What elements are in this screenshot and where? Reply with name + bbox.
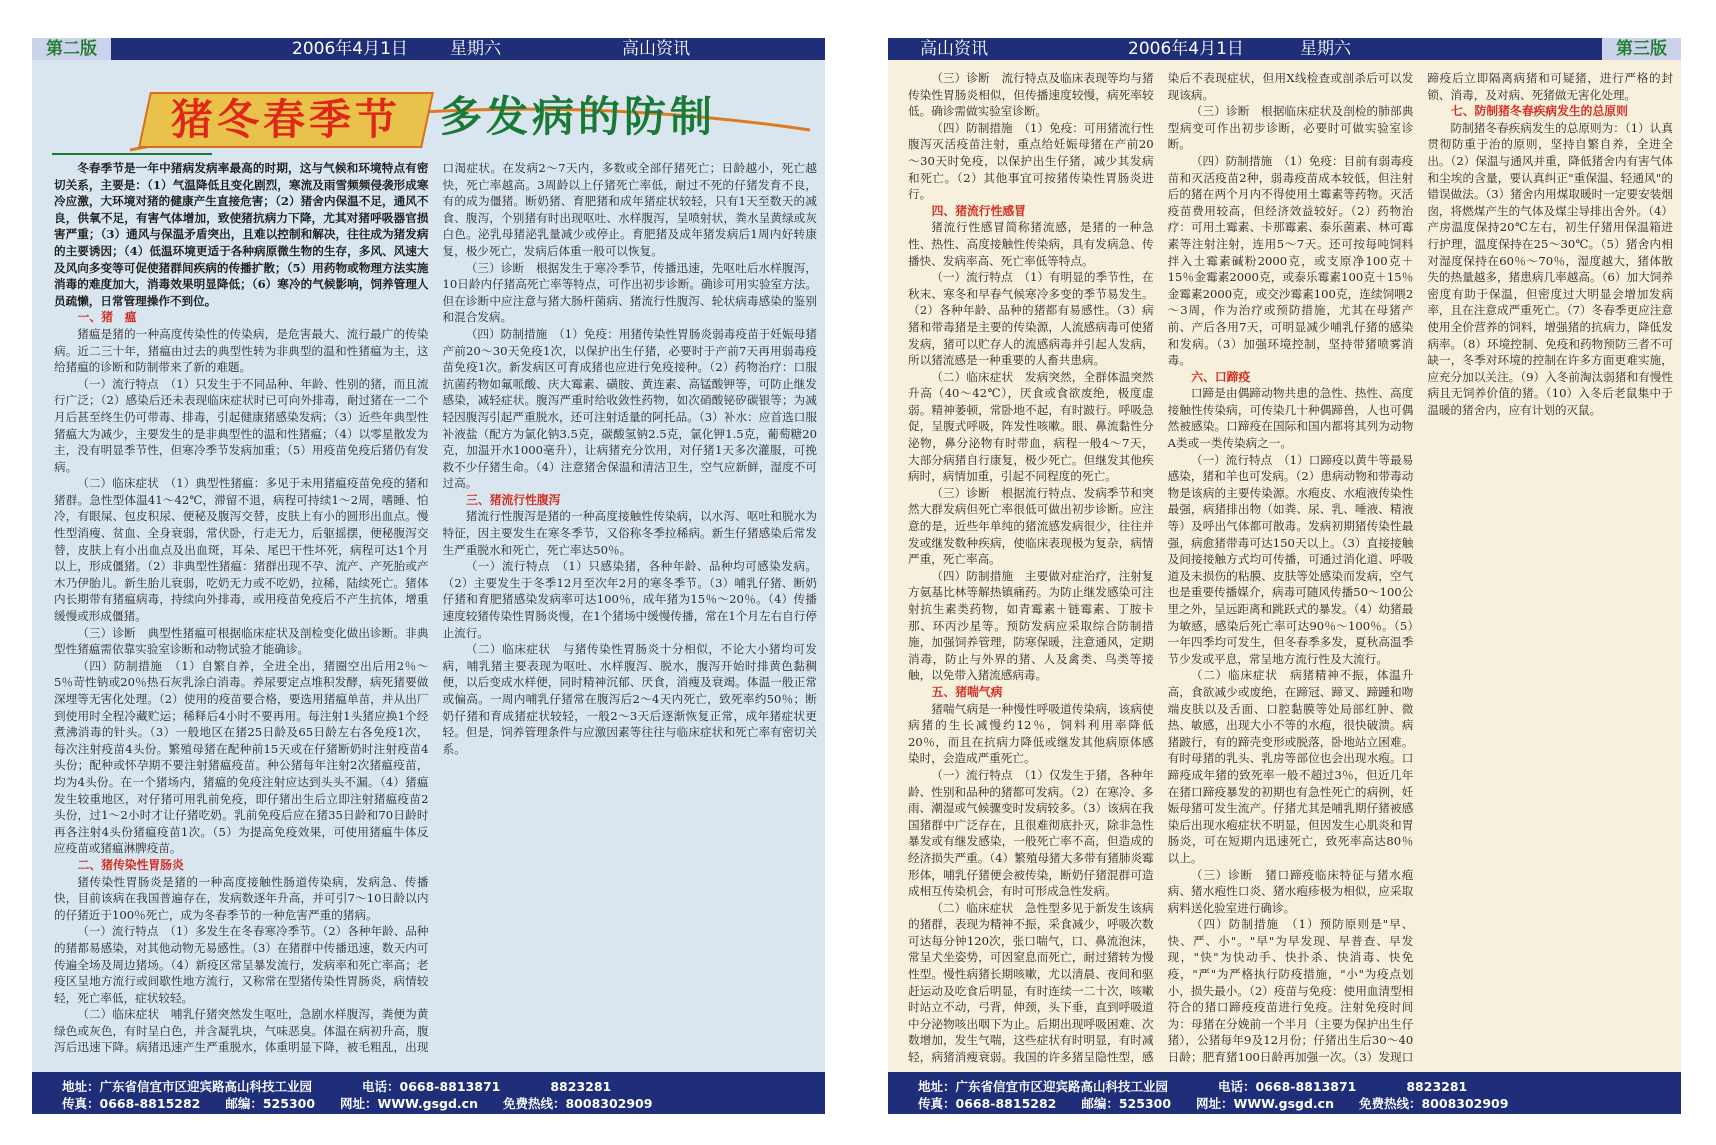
section-heading: 三、猪流行性腹泻 xyxy=(466,492,561,507)
body-paragraph: （三）诊断 典型性猪瘟可根据临床症状及剖检变化做出诊断。非典型性猪瘟需依靠实验室诊断和动物试验才能确诊。 xyxy=(54,625,429,657)
body-paragraph: （一）流行特点 （1）有明显的季节性，在秋末、寒冬和早春气候寒冷多变的季节易发生。（2）各种年龄、品种的猪都有易感性。（3）病猪和带毒猪是主要的传染源，人流感病毒可使猪发病，猪可以贮存人的流感病毒并引起人发病，所以猪流感是一种重要的人畜共患病。 xyxy=(908,270,1154,368)
body-paragraph: （二）临床症状 （1）典型性猪瘟：多见于未用猪瘟疫苗免疫的猪和猪群。急性型体温41～42℃，滞留不退，病程可持续1～2周，嗜睡、怕冷，有眼屎、包皮积尿、便秘及腹泻交替，皮肤上有小的圆形出血点。慢性型消瘦、贫血、全身衰弱，常伏卧，行走无力，后躯摇摆，便秘腹泻交替，皮肤上有小出血点及出血斑，耳朵、尾巴干性坏死，病程可达1个月以上，形成僵猪。（2）非典型性猪瘟：猪群出现不孕、流产、产死胎或产木乃伊胎儿。新生胎儿衰弱，吃奶无力或不吃奶，拉稀，陆续死亡。猪体内长期带有猪瘟病毒，持续向外排毒，或用疫苗免疫后不产生抗体，增重缓慢或形成僵猪。 xyxy=(54,476,429,624)
right-header-paper-name: 高山资讯 xyxy=(920,39,988,59)
right-header-date: 2006年4月1日 xyxy=(1128,39,1244,59)
body-paragraph: （一）流行特点 （1）只感染猪，各种年龄、品种均可感染发病。（2）主要发生于冬季12月至次年2月的寒冬季节。（3）哺乳仔猪、断奶仔猪和育肥猪感染发病率可达100％，成年猪为15％～20％。（4）传播速度较猪传染性胃肠炎慢，在1个猪场中缓慢传播，常在1个月左右自行停止流行。 xyxy=(442,559,817,640)
left-page xyxy=(32,38,825,1114)
left-section-label: 第二版 xyxy=(32,38,111,60)
right-header-bar xyxy=(888,38,1681,60)
section-heading: 七、防制猪冬春疾病发生的总原则 xyxy=(1450,104,1628,119)
body-paragraph: （一）流行特点 （1）多发生在冬春寒冷季节。（2）各种年龄、品种的猪都易感染，对其他动物无易感性。（3）在猪群中传播迅速，数天内可传遍全场及周边猪场。（4）新疫区常呈暴发流行，发病率和死亡率高；老疫区呈地方流行或间歇性地方流行，又称常在型猪传染性胃肠炎，病情较轻，死亡率低，症状较轻。 xyxy=(54,924,429,1005)
right-page xyxy=(888,38,1681,1114)
article-title xyxy=(110,90,810,156)
body-paragraph: 口蹄是由偶蹄动物共患的急性、热性、高度接触性传染病，可传染几十种偶蹄兽，人也可偶然被感染。口蹄疫在国际和国内都将其列为动物A类或一类传染病之一。 xyxy=(1167,386,1414,451)
left-footer-contact-line2: 传真：0668-8815282 邮编：525300 网址：WWW.gsgd.cn 免费热线：8008302909 xyxy=(62,1096,653,1111)
section-heading: 五、猪喘气病 xyxy=(931,684,1003,699)
left-footer-contact-line1: 地址：广东省信宜市区迎宾路高山科技工业园 电话：0668-8813871 8823281 xyxy=(62,1079,612,1094)
right-section-label: 第三版 xyxy=(1602,38,1681,60)
title-part2: 多发病的防制 xyxy=(440,92,717,141)
body-paragraph: （一）流行特点 （1）只发生于不同品种、年龄、性别的猪，而且流行广泛；（2）感染后还未表现临床症状时已可向外排毒，耐过猪在一二个月后甚至终生仍可带毒、排毒，引起健康猪感染发病；（3）近些年典型性猪瘟大为减少，主要发生的是非典型性的温和性猪瘟；（4）以零星散发为主，没有明显季节性，但寒冷季节发病加重；（5）用疫苗免疫后猪仍有发病。 xyxy=(54,376,429,474)
body-paragraph: 猪瘟是猪的一种高度传染性的传染病，是危害最大、流行最广的传染病。近二三十年，猪瘟由过去的典型性转为非典型的温和性猪瘟为主，这给猪瘟的诊断和防制带来了新的难题。 xyxy=(54,326,429,375)
body-paragraph: （三）诊断 猪口蹄疫临床特征与猪水疱病、猪水疱性口炎、猪水疱疹极为相似，应采取病料送化验室进行确诊。 xyxy=(1167,867,1414,915)
body-paragraph: 猪传染性胃肠炎是猪的一种高度接触性肠道传染病，发病急、传播快，目前该病在我国普遍存在，发病数逐年升高，并可引7～10日龄以内的仔猪近于100％死亡，成为冬春季节的一种危害严重的猪病。 xyxy=(54,874,429,922)
section-heading: 四、猪流行性感冒 xyxy=(931,203,1026,218)
left-header-paper-name: 高山资讯 xyxy=(622,39,690,59)
body-paragraph: （三）诊断 流行特点及临床表现等均与猪传染性胃肠炎相似，但传播速度较慢，病死率较低。确诊需做实验室诊断。 xyxy=(908,71,1154,119)
right-footer-contact-line2: 传真：0668-8815282 邮编：525300 网址：WWW.gsgd.cn 免费热线：8008302909 xyxy=(918,1096,1509,1111)
body-paragraph: （二）临床症状 发病突然，全群体温突然升高（40～42℃），厌食或食欲废绝，极度虚弱。精神萎顿，常卧地不起，有时跛行。呼吸急促，呈腹式呼吸，阵发性咳嗽。眼、鼻流黏性分泌物，鼻分泌物有时带血，病程一般4～7天，大部分病猪自行康复，极少死亡。但继发其他疾病时，病情加重，引起不同程度的死亡。 xyxy=(908,369,1154,484)
body-paragraph: （三）诊断 根据发生于寒冷季节，传播迅速，先呕吐后水样腹泻，10日龄内仔猪高死亡率等特点，可作出初步诊断。确诊可用实验室方法。但在诊断中应注意与猪大肠杆菌病、猪流行性腹泻、轮状病毒感染的鉴别和混合发病。 xyxy=(442,260,817,325)
body-paragraph: （四）防制措施 （1）免疫：用猪传染性胃肠炎弱毒疫苗于妊娠母猪产前20～30天免疫1次，以保护出生仔猪，必要时于产前7天再用弱毒疫苗免疫1次。新发病区可育成猪也应进行免疫接种。（2）药物治疗：口服抗菌药物如氟哌酸、庆大霉素、磺胺、黄连素、高锰酸钾等，可防止继发感染，减轻症状。腹泻严重时给收敛性药物，如次硝酸铋矽碳银等；为减轻因腹泻引起严重脱水，还可注射适量的阿托品。（3）补水：应首选口服补液盐（配方为氯化钠3.5克，碳酸氢钠2.5克，氯化钾1.5克，葡萄糖20克，加温开水1000毫升），让病猪充分饮用，对仔猪1天多次灌服，可挽救不少仔猪生命。（4）注意猪舍保温和清洁卫生，空气应新鲜，湿度不可过高。 xyxy=(442,326,817,491)
title-part1: 猪冬春季节 xyxy=(170,95,401,144)
body-paragraph: （四）防制措施 （1）免疫：目前有弱毒疫苗和灭活疫苗2种，弱毒疫苗成本较低，但注射后的猪在两个月内不得使用土霉素等药物。灭活疫苗费用较高，但经济效益较好。（2）药物治疗：可用土霉素、卡那霉素、泰乐菌素、林可霉素等注射注射，连用5～7天。还可按每吨饲料拌入土霉素碱粉2000克，或支原净100克＋15％金霉素2000克，或泰乐霉素100克＋15％金霉素2000克，或交沙霉素100克，连续饲喂2～3周，作为治疗或预防措施，尤其在母猪产前、产后各用7天，可明显减少哺乳仔猪的感染和发病。（3）加强环境控制，坚持带猪喷雾消毒。 xyxy=(1167,153,1414,368)
right-article-body xyxy=(888,70,1681,1068)
section-heading: 一、猪 瘟 xyxy=(77,310,137,325)
title-underline-decoration xyxy=(52,146,212,160)
body-paragraph: （二）临床症状 病猪精神不振，体温升高，食欲减少或废绝，在蹄冠、蹄叉、蹄踵和吻端皮肤以及舌面、口腔黏膜等处局部红肿、微热、敏感，出现大小不等的水疱，很快破溃。病猪跛行，有的蹄壳变形或脱落，卧地站立困难。有时母猪的乳头、乳房等部位也会出现水疱。口蹄疫成年猪的致死率一般不超过3％，但近几年在猪口蹄疫暴发的初期也有急性死亡的病例，妊娠母猪可发生流产。仔猪尤其是哺乳期仔猪被感染后出现水疱症状不明显，但因发生心肌炎和胃肠炎，可在短期内迅速死亡，致死率高达80％以上。 xyxy=(1167,668,1414,865)
body-paragraph: （三）诊断 根据临床症状及剖检的肺部典型病变可作出初步诊断，必要时可做实验室诊断。 xyxy=(1167,104,1414,152)
left-header-date: 2006年4月1日 xyxy=(292,39,408,59)
body-paragraph: （二）临床症状 与猪传染性胃肠炎十分相似，不论大小猪均可发病，哺乳猪主要表现为呕吐、水样腹泻、脱水，腹泻开始时排黄色黏稠便，以后变成水样便，同时精神沉郁、厌食，消瘦及衰竭。体温一般正常或偏高。一周内哺乳仔猪常在腹泻后2～4天内死亡，致死率约50％；断奶仔猪和育成猪症状较轻，一般2～3天后逐渐恢复正常，成年猪症状更轻。但是，饲养管理条件与应激因素等往往与临床症状和死亡率有密切关系。 xyxy=(442,642,817,756)
right-footer xyxy=(888,1072,1681,1114)
body-paragraph: （四）防制措施 （1）免疫：可用猪流行性腹泻灭活疫苗注射，重点给妊娠母猪在产前20～30天时免疫，以保护出生仔猪，减少其发病和死亡。（2）其他事宜可按猪传染性胃肠炎进行。 xyxy=(908,120,1154,202)
body-paragraph: （四）防制措施 （1）预防原则是"早、快、严、小"。"早"为早发现、早普查、早发现，"快"为快动手、快扑杀、快消毒、快免疫，"严"为严格执行防疫措施，"小"为疫点划小，损失最小。（2）疫苗与免疫：使用血清型相符合的猪口蹄疫疫苗进行免疫。注射免疫时间为：母猪在分娩前一个半月（主要为保护出生仔猪），公猪每年9及12月份；仔猪出生后30～40日龄；肥育猪100日龄再加强一次。（3）发现口蹄疫后立即隔离病猪和可疑猪，进行严格的封锁、消毒，及对病、死猪做无害化处理。 xyxy=(1167,71,1673,1065)
body-paragraph: （一）流行特点 （1）仅发生于猪，各种年龄、性别和品种的猪都可发病。（2）在寒冷、多雨、潮湿或气候骤变时发病较多。（3）该病在我国猪群中广泛存在，且很难彻底扑灭，除非急性暴发或有继发感染，一般死亡率不高，但造成的经济损失严重。（4）繁殖母猪大多带有猪肺炎霉形体，哺乳仔猪便会被传染，断奶仔猪混群可造成相互传染机会，有时可形成急性发病。 xyxy=(908,767,1154,899)
body-paragraph: 防制猪冬春疾病发生的总原则为：（1）认真贯彻防重于治的原则，坚持自繁自养，全进全出。（2）保温与通风并重，降低猪舍内有害气体和尘埃的含量，要认真纠正"重保温、轻通风"的错误做法。（3）猪舍内用煤取暖时一定要安装烟囱，将燃煤产生的气体及煤尘导排出舍外。（4）产房温度保持20℃左右，初生仔猪用保温箱进行护理，温度保持在25～30℃。（5）猪舍内相对湿度保持在60％～70％，湿度越大，猪体散失的热量越多，猪患病几率越高。（6）加大饲养密度有助于保温，但密度过大明显会增加发病率，且在注意成严重死亡。（7）冬春季更应注意使用全价营养的饲料，增强猪的抗病力，降低发病率。（8）环境控制、免疫和药物预防三者不可缺一，冬季对环境的控制在许多方面更难实施，应充分加以关注。（9）入冬前淘汰弱猪和有慢性病且无饲养价值的猪。（10）入冬后老鼠集中于温暖的猪舍内，应有计划的灭鼠。 xyxy=(1427,120,1673,417)
body-paragraph: （二）临床症状 哺乳仔猪突然发生呕吐，急剧水样腹泻，粪便为黄绿色或灰色，有时呈白色，并含凝乳块，气味恶臭。体温在病初升高，腹泻后迅速下降。病猪迅速产生严重脱水，体重明显下降，被毛粗乱，出现口渴症状。在发病2～7天内，多数或全部仔猪死亡；日龄越小，死亡越快，死亡率越高。3周龄以上仔猪死亡率低，耐过不死的仔猪发育不良，有的成为僵猪。断奶猪、育肥猪和成年猪症状较轻，只有1天至数天的减食、腹泻，个别猪有时出现呕吐、水样腹泻，呈喷射状，粪水呈黄绿或灰白色。泌乳母猪泌乳量减少或停止。育肥猪及成年猪发病后1周内好转康复，极少死亡，发病后体重一般可以恢复。 xyxy=(54,161,817,1055)
body-paragraph: 猪流行性感冒简称猪流感，是猪的一种急性、热性、高度接触性传染病，具有发病急、传播快、发病率高、死亡率低等特点。 xyxy=(908,220,1154,268)
body-paragraph: （四）防制措施 主要做对症治疗，注射复方氨基比林等解热镇痛药。为防止继发感染可注射抗生素类药物，如青霉素＋链霉素、丁胺卡那、环丙沙星等。预防发病应采取综合防制措施，加强饲养管理，防寒保暖，注意通风，定期消毒，防止与外界的猪、人及禽类、鸟类等接触，以免带入猪流感病毒。 xyxy=(908,568,1154,683)
intro-paragraph: 冬春季节是一年中猪病发病率最高的时期，这与气候和环境特点有密切关系，主要是：（1）气温降低且变化剧烈，寒流及雨雪频频侵袭形成寒冷应激，大环境对猪的健康产生直接危害；（2）猪舍内保温不足，通风不良，供氧不足，有害气体增加，致使猪抗病力下降，尤其对猪呼吸器官损害严重；（3）通风与保温矛盾突出，且难以控制和解决，往往成为猪发病的主要诱因；（4）低温环境更适于各种病原微生物的生存，多风、风速大及风向多变等可促使猪群间疾病的传播扩散；（5）用药物或物理方法实施消毒的难度加大，消毒效果明显降低；（6）寒冷的气候影响，饲养管理人员疏懒，日常管理操作不到位。 xyxy=(54,161,429,308)
section-heading: 二、猪传染性胃肠炎 xyxy=(77,857,184,872)
left-article-body xyxy=(32,160,825,1068)
left-footer xyxy=(32,1072,825,1114)
body-paragraph: （四）防制措施 （1）自繁自养，全进全出，猪圈空出后用2％～5％苛性钠或20％热石灰乳涂白消毒。养尿要定点堆积发酵，病死猪要做深埋等无害化处理。（2）使用的疫苗要合格，要选用猪瘟单苗，并从出厂到使用时全程冷藏贮运；稀释后4小时不要再用。每注射1头猪应换1个经煮沸消毒的针头。（3）一般地区在猪25日龄及65日龄左右各免疫1次，每次注射疫苗4头份。繁殖母猪在配种前15天或在仔猪断奶时注射疫苗4头份；配种或怀孕期不要注射猪瘟疫苗。种公猪每年注射2次猪瘟疫苗，均为4头份。在一个猪场内，猪瘟的免疫注射应达到头头不漏。（4）猪瘟发生较重地区，对仔猪可用乳前免疫，即仔猪出生后立即注射猪瘟疫苗2头份，过1～2小时才让仔猪吃奶。乳前免疫后应在猪35日龄和70日龄时再各注射4头份猪瘟疫苗1次。（5）为提高免疫效果，可使用猪瘟牛体反应疫苗或猪瘟淋脾疫苗。 xyxy=(54,658,429,856)
right-footer-contact-line1: 地址：广东省信宜市区迎宾路高山科技工业园 电话：0668-8813871 8823281 xyxy=(918,1079,1468,1094)
left-header-bar xyxy=(32,38,825,60)
body-paragraph: （三）诊断 根据流行特点、发病季节和突然大群发病但死亡率很低可做出初步诊断。应注意的是，近些年单纯的猪流感发病很少，往往并发或继发数种疾病，使临床表现极为复杂，病情严重，死亡率高。 xyxy=(908,485,1154,567)
body-paragraph: （二）临床症状 急性型多见于新发生该病的猪群，表现为精神不振，采食减少，呼吸次数可达每分钟120次，张口喘气，口、鼻流泡沫，常呈犬坐姿势，可因窒息而死亡，耐过猪转为慢性型。慢性病猪长期咳嗽，尤以清晨、夜间和驱赶运动及吃食后明显，有时连续一二十次，咳嗽时站立不动，弓背，伸颈，头下垂，直到呼吸道中分泌物咳出咽下为止。后期出现呼吸困难、次数增加，发生气喘，这些症状有时明显，有时减轻，病猪消瘦衰弱。我国的许多猪呈隐性型，感染后不表现症状，但用X线检查或剖杀后可以发现该病。 xyxy=(908,71,1414,1065)
body-paragraph: 猪流行性腹泻是猪的一种高度接触性传染病，以水泻、呕吐和脱水为特征，因主要发生在寒冬季节，又俗称冬季拉稀病。新生仔猪感染后常发生严重脱水和死亡，死亡率达50％。 xyxy=(442,509,817,557)
body-paragraph: （一）流行特点 （1）口蹄疫以黄牛等最易感染，猪和羊也可发病。（2）患病动物和带毒动物是该病的主要传染源。水疱皮、水疱液传染性最强，病猪排出物（如粪、尿、乳、唾液、精液等）及呼出气体都可散毒。发病初期猪传染性最强，病愈猪带毒可达150天以上。（3）直接接触及间接接触方式均可传播，可通过消化道、呼吸道及未损伤的粘膜、皮肤等处感染而发病，空气也是重要传播媒介，病毒可随风传播50～100公里之外，呈远距离和跳跃式的暴发。（4）幼猪最为敏感，感染后死亡率可达90％～100％。（5）一年四季均可发生，但冬春季多发，夏秋高温季节少发或平息，常呈地方流行性及大流行。 xyxy=(1167,452,1414,666)
title-part1-box xyxy=(138,92,434,148)
body-paragraph: 猪喘气病是一种慢性呼吸道传染病，该病使病猪的生长减慢约12％，饲料利用率降低20％，而且在抗病力降低或继发其他病原体感染时，会造成严重死亡。 xyxy=(908,701,1154,766)
right-header-weekday: 星期六 xyxy=(1300,39,1351,59)
left-header-weekday: 星期六 xyxy=(450,39,501,59)
section-heading: 六、口蹄疫 xyxy=(1191,369,1251,384)
